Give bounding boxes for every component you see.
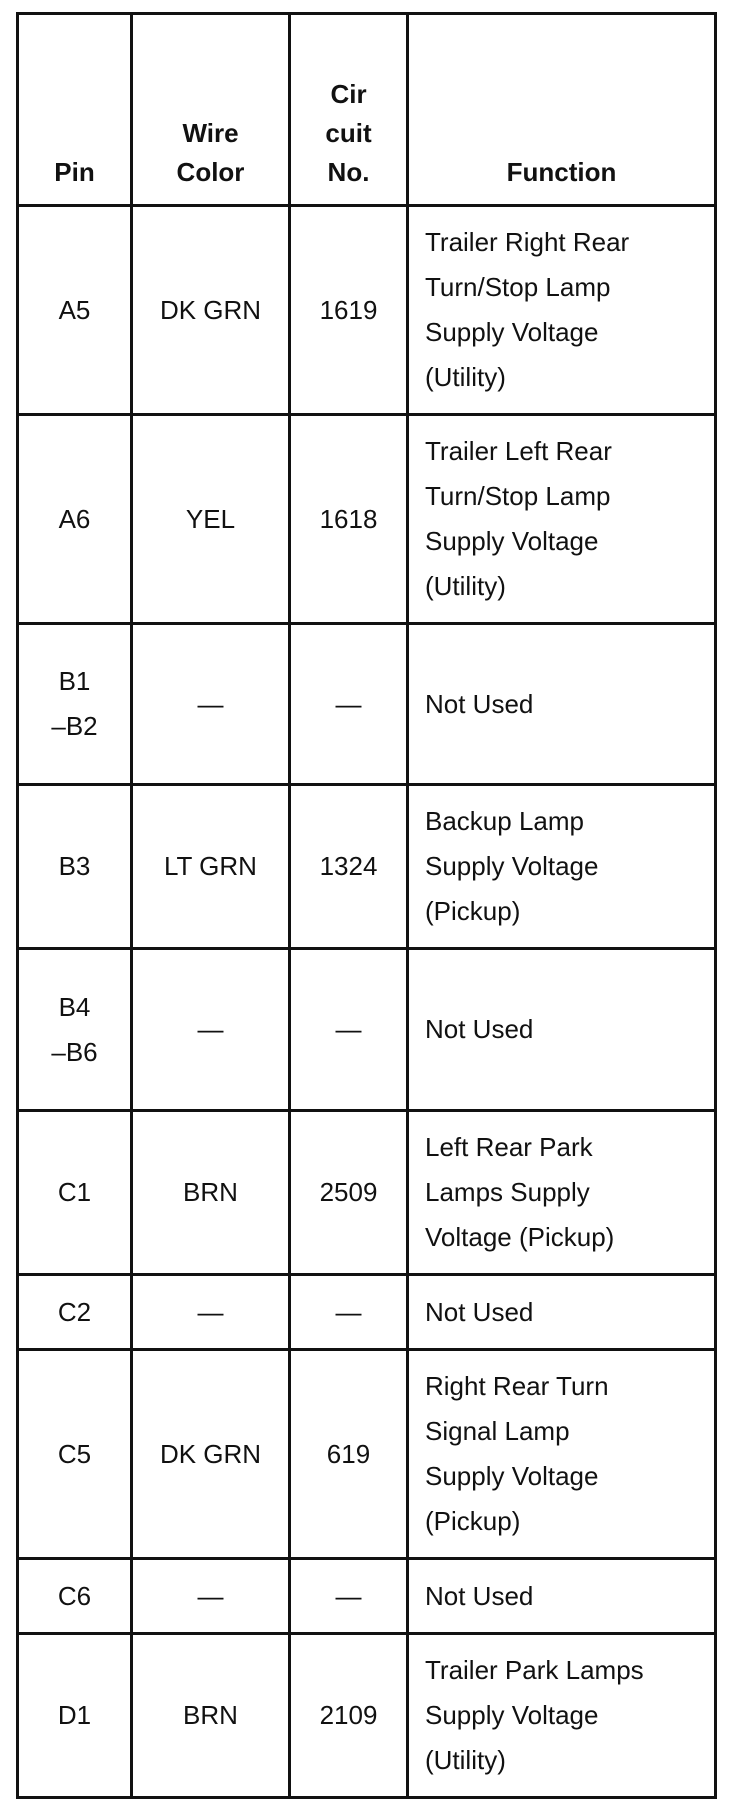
- pin-cell: [18, 1275, 132, 1350]
- pin-text: C5: [57, 1438, 92, 1469]
- wire-color-cell: [132, 949, 290, 1111]
- header-function-text: Function: [506, 157, 617, 187]
- function-cell: [408, 785, 716, 949]
- header-circuit-line-1: Cir: [330, 79, 367, 109]
- function-line: Supply Voltage: [425, 526, 599, 556]
- wire-color-text: —: [197, 1014, 224, 1044]
- header-pin: [18, 14, 132, 206]
- circuit-text: 1618: [319, 503, 378, 534]
- circuit-text: 1619: [319, 294, 378, 325]
- header-wire-line-2: Color: [176, 157, 245, 187]
- circuit-cell: [290, 1350, 408, 1559]
- pin-cell: [18, 1559, 132, 1634]
- circuit-text: —: [335, 1014, 362, 1044]
- table-row: [18, 206, 716, 415]
- pin-cell: [18, 785, 132, 949]
- function-line: Supply Voltage: [425, 1461, 599, 1491]
- wire-color-cell: [132, 415, 290, 624]
- table-row: [18, 624, 716, 785]
- pin-text: A5: [58, 294, 91, 325]
- wire-color-text: —: [197, 688, 224, 719]
- circuit-text: 2109: [319, 1700, 378, 1730]
- function-cell: [408, 415, 716, 624]
- function-cell: [408, 1559, 716, 1634]
- header-circuit-number: [290, 14, 408, 206]
- function-cell: [408, 1111, 716, 1275]
- circuit-cell: [290, 1634, 408, 1798]
- wire-color-text: DK GRN: [159, 294, 262, 325]
- function-line: Backup Lamp: [425, 806, 584, 836]
- header-wire-color: [132, 14, 290, 206]
- function-line: Trailer Park Lamps: [425, 1655, 644, 1685]
- connector-pin-table: [16, 12, 717, 1799]
- wire-color-text: DK GRN: [159, 1438, 262, 1469]
- wire-color-text: —: [197, 1580, 224, 1611]
- pin-text: B3: [58, 851, 91, 881]
- function-line: Left Rear Park: [425, 1132, 593, 1162]
- function-line: Supply Voltage: [425, 317, 599, 347]
- table-row: [18, 1111, 716, 1275]
- function-cell: [408, 1275, 716, 1350]
- wire-color-text: BRN: [183, 1177, 238, 1207]
- circuit-cell: [290, 785, 408, 949]
- function-line: Not Used: [425, 1296, 534, 1327]
- function-cell: [408, 1634, 716, 1798]
- wire-color-text: —: [197, 1296, 224, 1327]
- wire-color-text: LT GRN: [164, 851, 257, 881]
- circuit-text: —: [335, 1296, 362, 1327]
- wire-color-text: YEL: [185, 503, 236, 534]
- table-row: [18, 1350, 716, 1559]
- pin-text: –B6: [51, 1036, 98, 1067]
- table-row: [18, 1275, 716, 1350]
- pin-text: B1: [58, 666, 91, 696]
- wire-color-cell: [132, 624, 290, 785]
- pin-text: C2: [57, 1296, 92, 1327]
- function-cell: [408, 206, 716, 415]
- wire-color-cell: [132, 785, 290, 949]
- header-function: [408, 14, 716, 206]
- circuit-cell: [290, 415, 408, 624]
- pin-cell: [18, 206, 132, 415]
- table-row: [18, 1634, 716, 1798]
- circuit-cell: [290, 949, 408, 1111]
- pin-text: A6: [58, 503, 91, 534]
- function-line: Not Used: [425, 1580, 534, 1611]
- function-line: Not Used: [425, 1014, 534, 1044]
- table-row: [18, 785, 716, 949]
- header-pin-text: Pin: [54, 157, 95, 187]
- function-line: Supply Voltage: [425, 1700, 599, 1730]
- table-row: [18, 1559, 716, 1634]
- wire-color-cell: [132, 1634, 290, 1798]
- circuit-text: 2509: [319, 1177, 378, 1207]
- pin-text: C6: [57, 1580, 92, 1611]
- function-line: Supply Voltage: [425, 851, 599, 881]
- header-wire-line-1: Wire: [182, 118, 239, 148]
- wire-color-cell: [132, 206, 290, 415]
- pin-cell: [18, 624, 132, 785]
- circuit-cell: [290, 1559, 408, 1634]
- circuit-cell: [290, 1275, 408, 1350]
- pin-text: B4: [58, 991, 91, 1022]
- function-cell: [408, 624, 716, 785]
- pin-cell: [18, 1634, 132, 1798]
- pin-cell: [18, 1350, 132, 1559]
- wire-color-text: BRN: [183, 1700, 238, 1730]
- function-line: Turn/Stop Lamp: [425, 272, 611, 302]
- wire-color-cell: [132, 1350, 290, 1559]
- table-row: [18, 415, 716, 624]
- pin-cell: [18, 949, 132, 1111]
- function-line: Voltage (Pickup): [425, 1222, 615, 1252]
- circuit-cell: [290, 624, 408, 785]
- function-line: Not Used: [425, 688, 534, 719]
- function-line: (Utility): [425, 362, 506, 392]
- wire-color-cell: [132, 1111, 290, 1275]
- pin-text: C1: [57, 1177, 92, 1207]
- header-circuit-line-2: cuit: [325, 118, 372, 148]
- pin-text: D1: [57, 1700, 92, 1730]
- pin-text: –B2: [51, 711, 98, 741]
- pin-cell: [18, 1111, 132, 1275]
- function-line: Trailer Left Rear: [425, 436, 612, 466]
- wire-color-cell: [132, 1275, 290, 1350]
- header-row: [18, 14, 716, 206]
- circuit-text: —: [335, 1580, 362, 1611]
- circuit-cell: [290, 1111, 408, 1275]
- pin-cell: [18, 415, 132, 624]
- function-line: Turn/Stop Lamp: [425, 481, 611, 511]
- function-line: (Utility): [425, 1745, 506, 1775]
- header-circuit-line-3: No.: [327, 157, 370, 187]
- circuit-text: —: [335, 688, 362, 719]
- function-line: Lamps Supply: [425, 1177, 590, 1207]
- function-line: (Pickup): [425, 1506, 521, 1536]
- table-row: [18, 949, 716, 1111]
- function-line: Trailer Right Rear: [425, 227, 630, 257]
- function-cell: [408, 1350, 716, 1559]
- wire-color-cell: [132, 1559, 290, 1634]
- circuit-text: 1324: [319, 851, 378, 881]
- function-cell: [408, 949, 716, 1111]
- circuit-text: 619: [326, 1438, 371, 1469]
- function-line: Right Rear Turn: [425, 1371, 609, 1401]
- circuit-cell: [290, 206, 408, 415]
- function-line: (Pickup): [425, 896, 521, 926]
- function-line: (Utility): [425, 571, 506, 601]
- function-line: Signal Lamp: [425, 1416, 570, 1446]
